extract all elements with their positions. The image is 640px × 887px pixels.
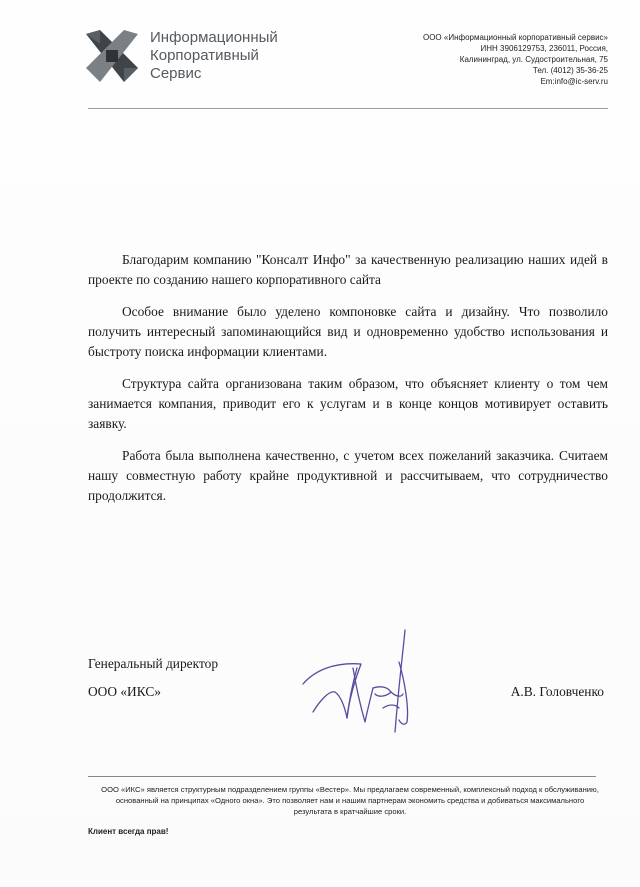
footer-slogan: Клиент всегда прав! bbox=[88, 827, 169, 836]
logo-line: Информационный bbox=[150, 29, 278, 46]
logo-line: Корпоративный bbox=[150, 47, 259, 64]
letter-body bbox=[88, 250, 608, 518]
signatory-name: А.В. Головченко bbox=[510, 684, 604, 699]
footer-line: результата в кратчайшие сроки. bbox=[293, 807, 407, 816]
ic-service-logo-icon bbox=[86, 30, 138, 82]
company-inn-address: ИНН 3906129753, 236011, Россия, bbox=[480, 44, 608, 53]
company-name: ООО «Информационный корпоративный сервис» bbox=[422, 33, 608, 42]
letter-paragraph: Особое внимание было уделено компоновке сайта и дизайну. Что позволило получить интересный запоминающийся вид и одновременно удобство использования и быстроту поиска информации клиентами. bbox=[88, 304, 608, 359]
handwritten-signature bbox=[295, 622, 425, 734]
logo-line: Сервис bbox=[150, 65, 202, 82]
company-street: Калининград, ул. Судостроительная, 75 bbox=[459, 55, 608, 64]
footer-divider bbox=[88, 776, 596, 777]
footer-line: ООО «ИКС» является структурным подразделением группы «Вестер». Мы предлагаем современный, комплексный подход к обслуживанию, bbox=[101, 785, 599, 794]
footer-line: основанный на принципах «Одного окна». Это позволяет нам и нашим партнерам экономить средства и добиваться максимального bbox=[115, 796, 585, 805]
company-phone: Тел. (4012) 35-36-25 bbox=[532, 66, 608, 75]
letter-paragraph: Благодарим компанию "Консалт Инфо" за качественную реализацию наших идей в проекте по созданию нашего корпоративного сайта bbox=[88, 252, 608, 287]
footer-description bbox=[88, 784, 612, 817]
signatory-position: Генеральный директор bbox=[88, 656, 219, 671]
logo-wordmark bbox=[150, 29, 278, 83]
header-divider bbox=[88, 108, 608, 109]
company-requisites bbox=[423, 32, 608, 87]
letter-paragraph: Работа была выполнена качественно, с учетом всех пожеланий заказчика. Считаем нашу совместную работу крайне продуктивной и рассчитываем, что сотрудничество продолжится. bbox=[88, 448, 608, 503]
letter-paragraph: Структура сайта организована таким образом, что объясняет клиенту о том чем занимается компания, приводит его к услугам и в конце концов мотивирует оставить заявку. bbox=[88, 376, 608, 431]
company-email: Em:info@ic-serv.ru bbox=[540, 77, 608, 86]
signatory-organization: ООО «ИКС» bbox=[88, 684, 161, 699]
